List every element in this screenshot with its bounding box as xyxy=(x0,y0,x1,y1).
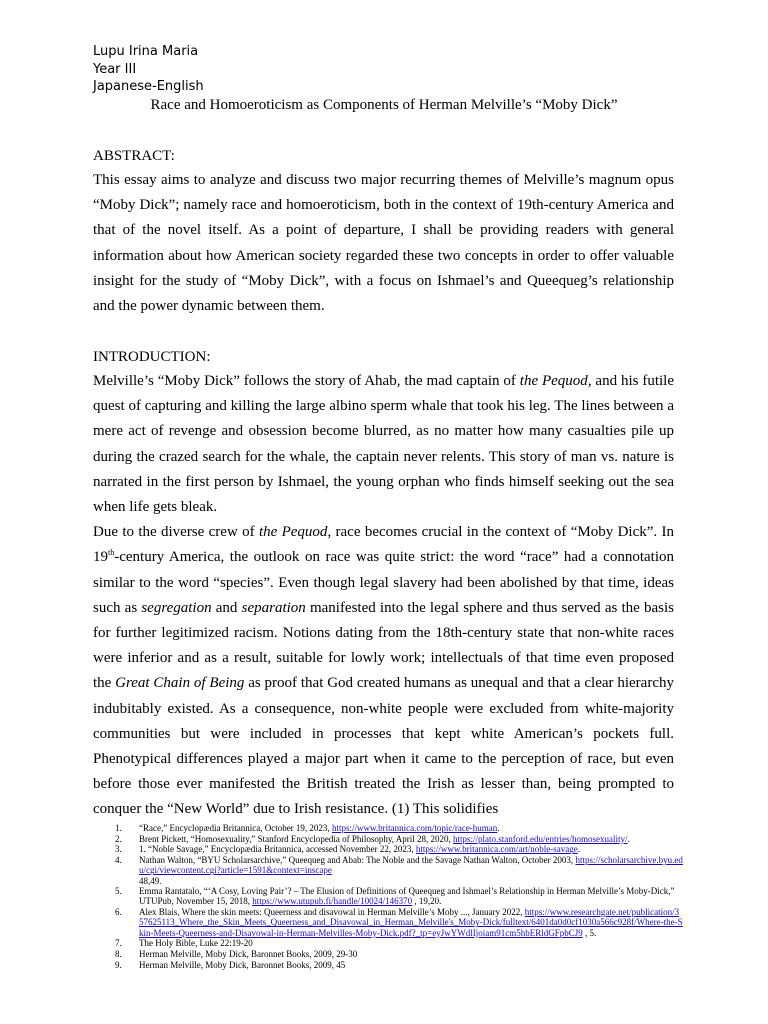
footnote-link[interactable]: https://www.britannica.com/topic/race-human xyxy=(331,823,498,833)
footnote-item xyxy=(93,834,683,844)
intro-paragraph-1 xyxy=(93,369,674,520)
footnote-number: 6. xyxy=(115,907,122,918)
abstract-heading: ABSTRACT: xyxy=(93,148,175,164)
text-run: -century America, the outlook on race was quite strict: the word “race” had a connotation similar to the word “species”. Even though legal slavery had been abolished by that time, ideas such as xyxy=(93,549,674,616)
text-run: Due to the diverse crew of xyxy=(93,524,259,541)
footnote-text: 1. “Noble Savage,” Encyclopædia Britannica, accessed November 22, 2023, xyxy=(139,844,416,855)
footnote-number: 3. xyxy=(115,844,122,855)
document-header xyxy=(93,43,204,96)
text-run: manifested into the legal sphere and thus served as the basis for further legitimized racism. Notions dating from the 18th-century state that non-white races were inferior and as a result, suitable for lowly work; intellectuals of that time even proposed the xyxy=(93,599,674,692)
footnote-number: 5. xyxy=(115,886,122,897)
footnote-suffix: , 5. xyxy=(582,927,597,938)
footnote-item xyxy=(93,960,683,970)
italic-ship-name: the Pequod xyxy=(258,524,328,541)
italic-ship-name: the Pequod xyxy=(519,373,588,389)
footnote-number: 2. xyxy=(115,833,122,844)
footnote-suffix: . xyxy=(577,844,581,855)
footnote-item xyxy=(93,823,683,833)
footnote-suffix: , 19,20. xyxy=(412,896,442,907)
italic-term-segregation: segregation xyxy=(141,599,212,616)
footnote-link[interactable]: https://www.researchgate.net/publication/357625113_Where_the_Skin_Meets_Queerness_and_Disavowal_in_Herman_Melville's_Moby-Dick/fulltext/6401da0d0cf1030a566c928f/Where-the-Skin-Meets-Queerness-and-Disavowal-in-Herman-Melvilles-Moby-Dick.pdf?_tp=eyJwYWdlIjoiam91cm5hbERldGFpbCJ9 xyxy=(139,907,683,938)
text-run: and xyxy=(211,599,242,616)
introduction-section xyxy=(93,369,674,823)
intro-paragraph-2 xyxy=(93,520,674,822)
footnote-item xyxy=(93,949,683,959)
footnote-number: 7. xyxy=(115,938,122,949)
footnote-text: “Race,” Encyclopædia Britannica, October 19, 2023, xyxy=(139,823,332,833)
italic-term-great-chain: Great Chain of Being xyxy=(115,675,245,692)
footnote-item xyxy=(93,855,683,886)
footnote-text: Brent Pickett, “Homosexuality,” Stanford Encyclopedia of Philosophy, April 28, 2020, xyxy=(139,833,454,844)
author-name: Lupu Irina Maria xyxy=(93,44,199,59)
text-run: , and his futile quest of capturing and killing the large albino sperm whale that took his leg. The lines between a mere act of revenge and obsession become blurred, as no matter how many casualties pile up during the crazed search for the whale, the captain never relents. This story of man vs. nature is narrated in the first person by Ishmael, the young orphan who finds himself seeking out the sea when life gets bleak. xyxy=(93,373,674,516)
abstract-paragraph: This essay aims to analyze and discuss two major recurring themes of Melville’s magnum opus “Moby Dick”; namely race and homoeroticism, both in the context of 19th-century America and that of the novel itself. As a point of departure, I shall be providing readers with general information about how American society regarded these two concepts in order to offer valuable insight for the study of “Moby Dick”, with a focus on Ishmael’s and Queequeg’s relationship and the power dynamic between them. xyxy=(93,172,674,315)
footnote-text: Nathan Walton, “BYU Scholarsarchive,” Queequeg and Abab: The Noble and the Savage Nathan Walton, October 2003, xyxy=(139,855,576,866)
essay-title: Race and Homoeroticism as Components of Herman Melville’s “Moby Dick” xyxy=(150,97,618,113)
footnote-suffix: . xyxy=(497,823,500,833)
footnote-link[interactable]: https://www.utupub.fi/handle/10024/146370 xyxy=(252,896,413,907)
footnote-text: Alex Blais, Where the skin meets: Queerness and disavowal in Herman Melville’s Moby ..., January 2022, xyxy=(139,907,525,918)
footnote-item xyxy=(93,907,683,938)
text-run: as proof that God created humans as unequal and that a clear hierarchy indubitably existed. As a consequence, non-white people were excluded from white-majority communities but were included in processes that kept white American’s pockets full. Phenotypical differences played a major part when it came to the perception of race, but even before those ever manifested the British treated the Irish as lesser than, being prompted to conquer the “New World” due to Irish resistance. (1) This solidifies xyxy=(93,675,674,818)
footnote-number: 4. xyxy=(115,855,122,866)
footnote-link[interactable]: https://www.britannica.com/art/noble-savage xyxy=(415,844,578,855)
introduction-heading: INTRODUCTION: xyxy=(93,349,211,365)
footnote-text: Herman Melville, Moby Dick, Baronnet Books, 2009, 45 xyxy=(139,959,346,970)
footnote-link[interactable]: https://plato.stanford.edu/entries/homosexuality/ xyxy=(453,833,628,844)
footnotes-list xyxy=(93,823,683,970)
footnote-text: The Holy Bible, Luke 22:19-20 xyxy=(139,938,253,949)
footnote-number: 1. xyxy=(115,823,122,833)
italic-term-separation: separation xyxy=(241,599,306,616)
abstract-section xyxy=(93,168,674,319)
footnote-suffix: . xyxy=(627,833,630,844)
footnote-number: 8. xyxy=(115,948,122,959)
text-run: , race becomes crucial in the context of “Moby Dick”. In 19 xyxy=(93,524,674,566)
footnote-pages: 48,49. xyxy=(139,875,162,886)
study-program: Japanese-English xyxy=(93,79,204,94)
footnote-number: 9. xyxy=(115,959,122,970)
footnote-text: Emma Rantatalo, “‘A Cosy, Loving Pair’? – The Elusion of Definitions of Queequeg and Ishmael’s Relationship in Herman Melville’s Moby-Dick,” UTUPub, November 15, 2018, xyxy=(139,886,675,907)
footnote-item xyxy=(93,886,683,906)
footnote-link[interactable]: https://scholarsarchive.byu.edu/cgi/viewcontent.cgi?article=1591&context=inscape xyxy=(139,855,683,876)
footnote-item xyxy=(93,938,683,948)
text-run: Melville’s “Moby Dick” follows the story of Ahab, the mad captain of xyxy=(93,373,520,389)
footnote-item xyxy=(93,844,683,854)
study-year: Year III xyxy=(93,61,137,77)
ordinal-superscript: th xyxy=(108,548,115,558)
footnote-text: Herman Melville, Moby Dick, Baronnet Books, 2009, 29-30 xyxy=(139,948,358,959)
